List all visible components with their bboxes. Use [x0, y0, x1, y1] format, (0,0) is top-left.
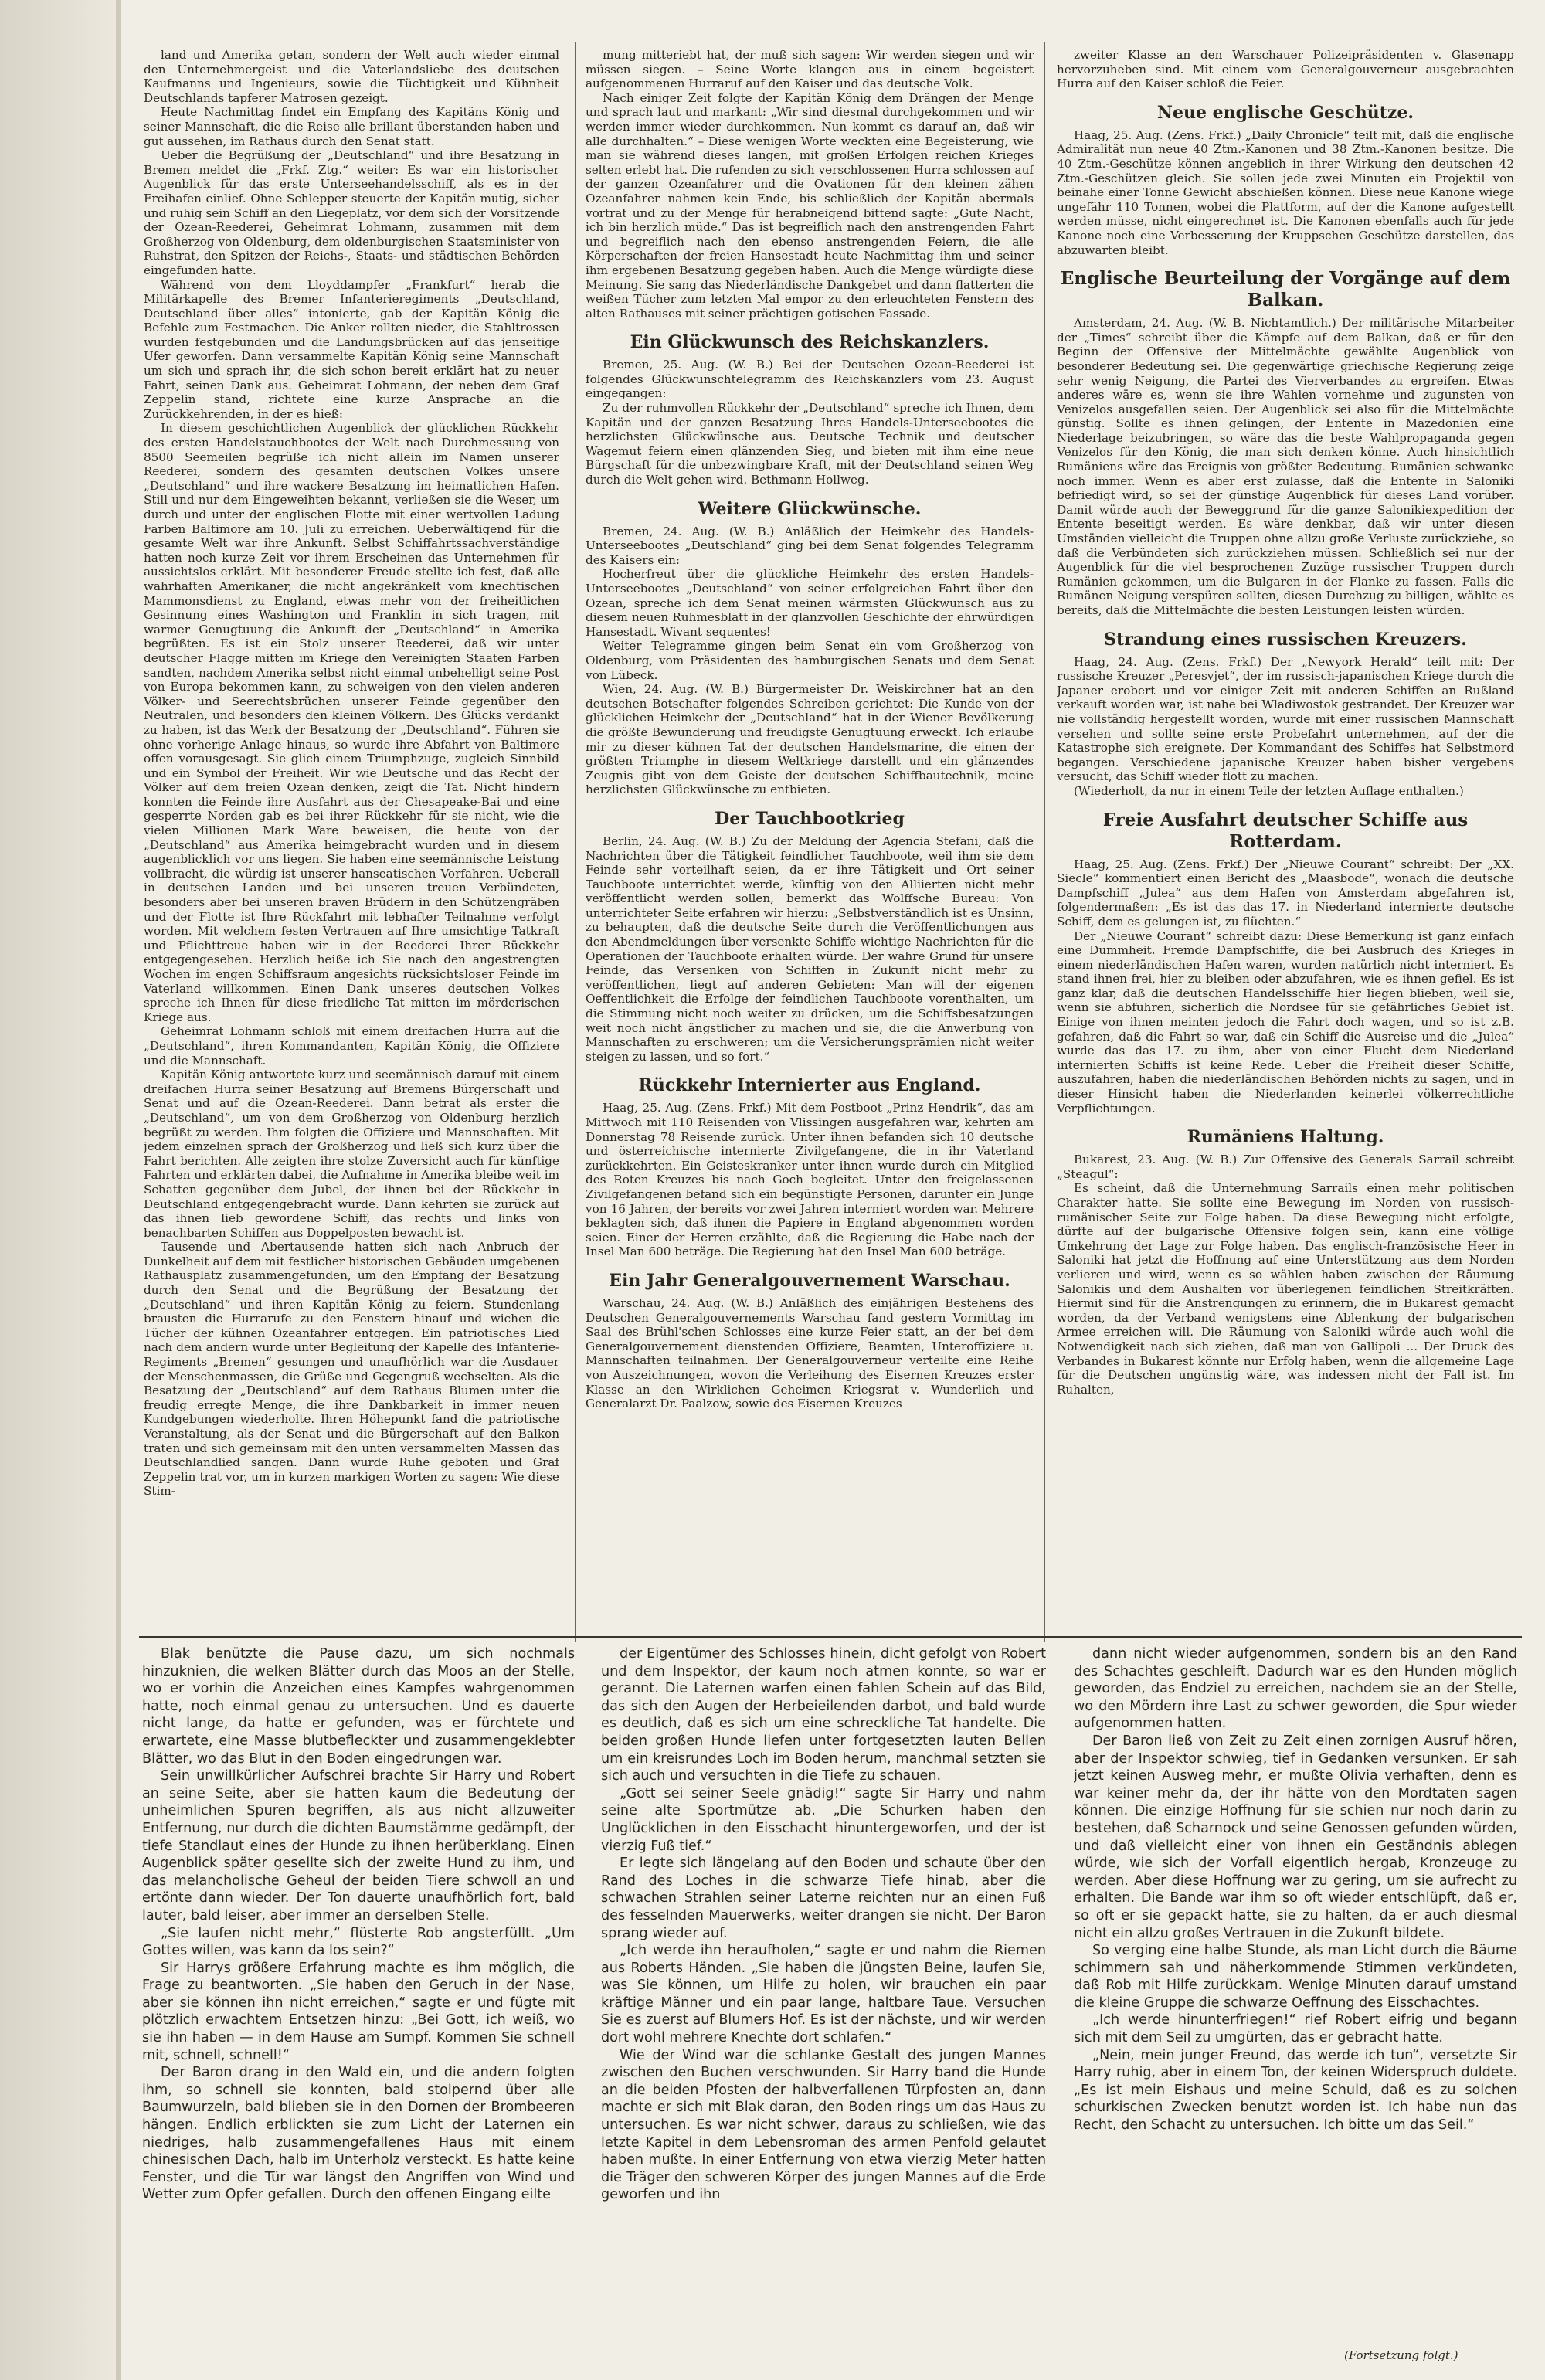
paragraph: land und Amerika getan, sondern der Welt auch wieder einmal den Unternehmergeist und die Vaterlandsliebe des deutschen Kaufmanns und Ingenieurs, sowie die Tüchtigkeit und Kühnheit Deutschlands tapferer Matrosen gezeigt.: [144, 48, 559, 105]
paragraph: der Eigentümer des Schlosses hinein, dicht gefolgt von Robert und dem Inspektor, der kaum noch atmen konnte, so war er gerannt. Die Laternen warfen einen fahlen Schein auf das Bild, das sich den Augen der Herbeieilenden darbot, und bald wurde es deutlich, daß es sich um eine schreckliche Tat handelte. Die beiden großen Hunde liefen unter fortgesetzten lauten Bellen um ein kreisrundes Loch im Boden herum, manchmal setzten sie sich auch und versuchten in die Tiefe zu schauen.: [601, 1646, 1046, 1784]
page-binding-edge: [0, 0, 116, 2380]
feuilleton-column-3: [1074, 1645, 1517, 2356]
article-heading: Neue englische Geschütze.: [1156, 102, 1414, 123]
paragraph: Berlin, 24. Aug. (W. B.) Zu der Meldung der Agencia Stefani, daß die Nachrichten über die Tätigkeit feindlicher Tauchboote, weil ihm sie dem Feinde sehr vorteilhaft seien, da er ihre Tätigkeit und Ort seiner Tauchboote unterrichtet werde, künftig von den Alliierten nicht mehr veröffentlicht werden sollen, bemerkt das Wolffsche Bureau: Von unterrichteter Seite erfahren wir hierzu: „Selbstverständlich ist es Unsinn, zu behaupten, daß die deutsche Seite durch die Veröffentlichungen aus den Abendmeldungen über versenkte Schiffe wichtige Nachrichten für die Operationen der Tauchboote erhalten würde. Der wahre Grund für unsere Feinde, das Versenken von Schiffen in Zukunft nicht mehr zu veröffentlichen, liegt auf anderen Gebieten: Man will der eigenen Oeffentlichkeit die Erfolge der feindlichen Tauchboote vorenthalten, um die Stimmung nicht noch weiter zu drücken, um die Schiffsbesatzungen weit noch nicht ängstlicher zu machen und sie, die die Anwerbung von Mannschaften zu erschweren; um die Versicherungsprämien nicht weiter steigen zu lassen, und so fort.“: [586, 834, 1034, 1064]
page-fold-shadow: [116, 0, 121, 2380]
paragraph: Geheimrat Lohmann schloß mit einem dreifachen Hurra auf die „Deutschland“, ihren Kommandanten, Kapitän König, die Offiziere und die Mannschaft.: [144, 1024, 559, 1068]
column-divider: [575, 42, 576, 1642]
article-heading: Rumäniens Haltung.: [1187, 1127, 1384, 1148]
news-column-1: [144, 48, 559, 1639]
paragraph: Bremen, 24. Aug. (W. B.) Anläßlich der Heimkehr des Handels-Unterseebootes „Deutschland“ ging bei dem Senat folgendes Telegramm des Kaisers ein:: [586, 524, 1034, 567]
article-heading: Freie Ausfahrt deutscher Schiffe aus Rotterdam.: [1102, 809, 1469, 852]
article-heading: Ein Glückwunsch des Reichskanzlers.: [630, 332, 990, 353]
paragraph: (Wiederholt, da nur in einem Teile der letzten Auflage enthalten.): [1074, 783, 1464, 798]
paragraph: Tausende und Abertausende hatten sich nach Anbruch der Dunkelheit auf dem mit festlicher historischen Gebäuden umgebenen Rathausplatz zusammengefunden, um den Empfang der Besatzung durch den Senat und die Begrüßung der Besatzung der „Deutschland“ und ihren Kapitän König zu feiern. Stundenlang brausten die Hurrarufe zu den Fenstern hinauf und wichen die Tücher der kühnen Ozeanfahrer entgegen. Ein patriotisches Lied nach dem andern wurde unter Begleitung der Kapelle des Infanterie-Regiments „Bremen“ gesungen und unaufhörlich war die Ausdauer der Menschenmassen, die Grüße und Gegengruß wechselten. Als die Besatzung der „Deutschland“ auf dem Rathaus Blumen unter die freudig erregte Menge, die ihre Dankbarkeit in immer neuen Kundgebungen wiederholte. Ihren Höhepunkt fand die patriotische Veranstaltung, als der Senat und die Bürgerschaft auf den Balkon traten und sich gemeinsam mit den unten versammelten Massen das Deutschlandlied sangen. Dann wurde Ruhe geboten und Graf Zeppelin trat vor, um in kurzen markigen Worten zu sagen: Wie diese Stim-: [144, 1240, 559, 1499]
article-heading: Englische Beurteilung der Vorgänge auf dem Balkan.: [1060, 268, 1511, 311]
paragraph: zweiter Klasse an den Warschauer Polizeipräsidenten v. Glasenapp hervorzuheben sind. Mit einem vom Generalgouverneur ausgebrachten Hurra auf den Kaiser schloß die Feier.: [1057, 48, 1514, 91]
paragraph: Haag, 25. Aug. (Zens. Frkf.) Der „Nieuwe Courant“ schreibt: Der „XX. Siecle“ kommentiert einen Bericht des „Maasbode“, wonach die deutsche Dampfschiff „Julea“ aus dem Hafen von Amsterdam abgefahren ist, folgendermaßen: „Es ist das das 17. in Niederland internierte deutsche Schiff, dem es gelungen ist, zu flüchten.“: [1057, 857, 1514, 929]
paragraph: Blak benützte die Pause dazu, um sich nochmals hinzuknien, die welken Blätter durch das Moos an der Stelle, wo er vorhin die Anzeichen eines Kampfes wahrgenommen hatte, noch einmal genau zu untersuchen. Und es dauerte nicht lange, da hatte er gefunden, was er fürchtete und erwartete, eine Masse blutbefleckter und zusammengeklebter Blätter, wo das Blut in den Boden eingedrungen war.: [142, 1646, 575, 1767]
paragraph: Sir Harrys größere Erfahrung machte es ihm möglich, die Frage zu beantworten. „Sie haben den Geruch in der Nase, aber sie können ihn nicht erreichen,“ sagte er und fügte mit plötzlich erwachtem Entsetzen hinzu: „Bei Gott, ich weiß, wo sie ihn haben — in dem Hause am Sumpf. Kommen Sie schnell mit, schnell, schnell!“: [142, 1960, 575, 2063]
paragraph: Der „Nieuwe Courant“ schreibt dazu: Diese Bemerkung ist ganz einfach eine Dummheit. Fremde Dampfschiffe, die bei Ausbruch des Krieges in einem niederländischen Hafen waren, wurden natürlich nicht interniert. Es stand ihnen frei, hier zu bleiben oder abzufahren, wie es ihnen gefiel. Es ist ganz klar, daß die deutschen Handelsschiffe hier liegen blieben, weil sie, wenn sie abfuhren, sicherlich die Nordsee für sie gefährliches Gebiet ist. Einige von ihnen meinten jedoch die Fahrt doch wagen, und so ist z.B. gefahren, daß die Fahrt so war, daß ein Schiff die Ausreise und die „Julea“ wurde das das 17. zu ihm, aber von einer Flucht dem Niederland internierten Schiffs ist keine Rede. Ueber die Freiheit dieser Schiffe, auszufahren, haben die niederländischen Behörden nichts zu sagen, und in dieser Hinsicht haben die Niederlanden keinerlei völkerrechtliche Verpflichtungen.: [1057, 929, 1514, 1115]
paragraph: Bukarest, 23. Aug. (W. B.) Zur Offensive des Generals Sarrail schreibt „Steagul“:: [1057, 1153, 1514, 1181]
continued-note: (Fortsetzung folgt.): [1344, 2348, 1458, 2362]
paragraph: In diesem geschichtlichen Augenblick der glücklichen Rückkehr des ersten Handelstauchbootes der Welt nach Durchmessung von 8500 Seemeilen begrüße ich nicht allein im Namen unserer Reederei, sondern des gesamten deutschen Volkes unsere „Deutschland“ und ihre wackere Besatzung im heimatlichen Hafen. Still und nur dem Eingeweihten bekannt, verließen sie die Weser, um durch und unter der englischen Flotte mit einer wertvollen Ladung Farben Baltimore am 10. Juli zu erreichen. Ueberwältigend für die gesamte Welt war ihre Ankunft. Selbst Schiffahrtssachverständige hatten noch kurze Zeit vor ihrem Erscheinen das Unternehmen für aussichtslos erklärt. Mit besonderer Freude stellte ich fest, daß alle wahrhaften Amerikaner, die nicht angekränkelt vom knechtischen Mammonsdienst zu England, etwas mehr von der freiheitlichen Gesinnung eines Washington und Franklin in sich tragen, mit warmer Genugtuung die Ankunft der „Deutschland“ in Amerika begrüßten. Es ist ein Stolz unserer Reederei, daß wir unter deutscher Flagge mitten im Kriege den Vereinigten Staaten Farben sandten, nachdem Amerika selbst nicht einmal unbehelligt seine Post von Europa bekommen kann, zu schweigen von den vielen anderen Völker- und Seerechtsbrüchen unserer Feinde gegenüber den Neutralen, und besonders den kleinen Völkern. Des Glücks verdankt zu haben, ist das Werk der Besatzung der „Deutschland“. Führen sie ohne vorherige Anlage hinaus, so wurde ihre Abfahrt von Baltimore offen vorausgesagt. Sie glich einem Triumphzuge, zugleich Sinnbild und ein Symbol der Freiheit. Wir wie Deutsche und das Recht der Völker auf dem freien Ozean denken, zeigt die Tat. Nicht hindern konnten die Feinde ihre Ausfahrt aus der Chesapeake-Bai und eine gesperrte Norden gab es bei ihrer Rückkehr für sie nicht, wie die vielen Millionen Mark Ware beweisen, die heute von der „Deutschland“ aus Amerika heimgebracht wurden und in diesem augenblicklich vor uns liegen. Sie haben eine seemännische Leistung vollbracht, die würdig ist unserer hanseatischen Vorfahren. Ueberall in deutschen Landen und bei unseren treuen Verbündeten, besonders aber bei unseren braven Brüdern in den Schützengräben und der Flotte ist Ihre Rückfahrt mit lebhafter Teilnahme verfolgt worden. Mit welchem festen Vertrauen auf Ihre umsichtige Tatkraft und Pflichttreue haben wir in der Reederei Ihrer Rückkehr entgegengesehen. Herzlich heiße ich Sie nach den angestrengten Wochen im engen Schiffsraum angesichts rücksichtsloser Feinde im Vaterland willkommen. Einen Dank unseres deutschen Volkes spreche ich Ihnen für diese friedliche Tat mitten im mörderischen Kriege aus.: [144, 421, 559, 1024]
paragraph: Der Baron drang in den Wald ein, und die andern folgten ihm, so schnell sie konnten, bald stolpernd über alle Baumwurzeln, bald blieben sie in den Dornen der Brombeeren hängen. Endlich erblickten sie zum Licht der Laternen ein niedriges, halb zusammengefallenes Haus mit einem chinesischen Dach, halb im Unterholz versteckt. Es hatte keine Fenster, und die Tür war längst den Angriffen von Wind und Wetter zum Opfer gefallen. Durch den offenen Eingang eilte: [142, 2065, 575, 2203]
paragraph: „Ich werde hinunterfriegen!“ rief Robert eifrig und begann sich mit dem Seil zu umgürten, das er gebracht hatte.: [1074, 2012, 1517, 2046]
paragraph: Es scheint, daß die Unternehmung Sarrails einen mehr politischen Charakter hatte. Sie sollte eine Bewegung im Norden von russisch-rumänischer Seite zur Folge haben. Da diese Bewegung nicht erfolgte, dürfte auf der bulgarische Offensive folgen sein, kann eine völlige Umkehrung der Lage zur Folge haben. Das englisch-französische Heer in Saloniki hat jetzt die Hoffnung auf eine Unterstützung aus dem Norden verlieren und wird, wenn es so wählen haben zwischen der Räumung Salonikis und dem Aushalten vor überlegenen feindlichen Streitkräften. Hiermit sind für die Anstrengungen zu erinnern, die in Bukarest gemacht worden, da der Verband wenigstens eine Ablenkung der bulgarischen Armee erreichen will. Die Räumung von Saloniki würde auch wohl die Notwendigkeit nach sich ziehen, daß man von Gallipoli ... Der Druck des Verbandes in Bukarest könnte nur Erfolg haben, wenn die allgemeine Lage für die Deutschen ungünstig wäre, was indessen nicht der Fall ist. Im Ruhalten,: [1057, 1181, 1514, 1397]
paragraph: Bremen, 25. Aug. (W. B.) Bei der Deutschen Ozean-Reederei ist folgendes Glückwunschtelegramm des Reichskanzlers vom 23. August eingegangen:: [586, 358, 1034, 401]
paragraph: Wie der Wind war die schlanke Gestalt des jungen Mannes zwischen den Buchen verschwunden. Sir Harry band die Hunde an die beiden Pfosten der halbverfallenen Türpfosten an, dann machte er sich mit Blak daran, den Boden rings um das Haus zu untersuchen. Es war nicht schwer, daraus zu schließen, wie das letzte Kapitel in dem Lebensroman des armen Penfold gelautet haben mußte. In einer Entfernung von etwa vierzig Meter hatten die Träger den schweren Körper des jungen Mannes auf die Erde geworfen und ihn: [601, 2047, 1046, 2203]
paragraph: „Ich werde ihn heraufholen,“ sagte er und nahm die Riemen aus Roberts Händen. „Sie haben die jüngsten Beine, laufen Sie, was Sie können, um Hilfe zu holen, wir brauchen ein paar kräftige Männer und ein paar lange, haltbare Taue. Versuchen Sie es zuerst auf Blumers Hof. Es ist der nächste, und wir werden dort wohl mehrere Knechte dort schlafen.“: [601, 1943, 1046, 2046]
news-column-3: [1057, 48, 1514, 1655]
feuilleton-column-2: [601, 1645, 1046, 2356]
feuilleton-column-1: [142, 1645, 575, 2356]
paragraph: Weiter Telegramme gingen beim Senat ein vom Großherzog von Oldenburg, vom Präsidenten des hamburgischen Senats und dem Senat von Lübeck.: [586, 639, 1034, 682]
paragraph: Zu der ruhmvollen Rückkehr der „Deutschland“ spreche ich Ihnen, dem Kapitän und der ganzen Besatzung Ihres Handels-Unterseebootes die herzlichsten Glückwünsche aus. Deutsche Technik und deutscher Wagemut feiern einen glänzenden Sieg, und bieten mit ihm eine neue Bürgschaft für die unbezwingbare Kraft, mit der Deutschland seinen Weg durch die Welt gehen wird. Bethmann Hollweg.: [586, 401, 1034, 487]
article-heading: Weitere Glückwünsche.: [698, 498, 922, 519]
paragraph: Ueber die Begrüßung der „Deutschland“ und ihre Besatzung in Bremen meldet die „Frkf. Ztg.“ weiter: Es war ein historischer Augenblick für das erste Unterseehandelsschiff, als es in der Freihafen einlief. Ohne Schlepper steuerte der Kapitän mutig, sicher und ruhig sein Schiff an den Liegeplatz, vor dem sich der Vorsitzende der Ozean-Reederei, Geheimrat Lohmann, zusammen mit dem Großherzog von Oldenburg, dem oldenburgischen Staatsminister von Ruhstrat, den Spitzen der Reichs-, Staats- und städtischen Behörden eingefunden hatte.: [144, 148, 559, 277]
paragraph: „Nein, mein junger Freund, das werde ich tun“, versetzte Sir Harry ruhig, aber in einem Ton, der keinen Widerspruch duldete. „Es ist mein Eishaus und meine Schuld, daß es zu solchen schurkischen Zwecken benutzt worden ist. Ich habe nun das Recht, den Schacht zu untersuchen. Ich bitte um das Seil.“: [1074, 2047, 1517, 2134]
paragraph: Haag, 24. Aug. (Zens. Frkf.) Der „Newyork Herald“ teilt mit: Der russische Kreuzer „Peresvjet“, der im russisch-japanischen Kriege durch die Japaner erobert und vor einiger Zeit mit anderen Schiffen an Rußland verkauft worden war, ist nahe bei Wladiwostok gestrandet. Der Kreuzer war nie vollständig hergestellt worden, wurde mit einer russischen Mannschaft versehen und sollte seine erste Probefahrt unternehmen, auf der die Katastrophe sich ereignete. Der Kommandant des Schiffes hat Selbstmord begangen. Verschiedene japanische Kreuzer haben bisher vergebens versucht, das Schiff wieder flott zu machen.: [1057, 654, 1514, 784]
paragraph: Kapitän König antwortete kurz und seemännisch darauf mit einem dreifachen Hurra seiner Besatzung auf Bremens Bürgerschaft und Senat und auf die Ozean-Reederei. Dann betrat als erster die „Deutschland“, um von dem Großherzog von Oldenburg herzlich begrüßt zu werden. Ihm folgten die Offiziere und Mannschaften. Mit jedem einzelnen sprach der Großherzog und ließ sich kurz über die Fahrt berichten. Alle zeigten ihre stolze Zuversicht auch für künftige Fahrten und erklärten dabei, die Aufnahme in Amerika bleibe weit im Schatten gegenüber dem Jubel, der ihnen bei der Rückkehr in Deutschland entgegengebracht wurde. Dann kehrten sie zurück auf das ihnen lieb gewordene Schiff, das rechts und links von benachbarten Schiffen aus Doppelposten bewacht ist.: [144, 1068, 559, 1240]
news-column-2: [586, 48, 1034, 1655]
paragraph: Er legte sich längelang auf den Boden und schaute über den Rand des Loches in die schwarze Tiefe hinab, aber die schwachen Strahlen seiner Laterne reichten nur an einen Fuß des fesselnden Mauerwerks, weiter drangen sie nicht. Der Baron sprang wieder auf.: [601, 1855, 1046, 1941]
paragraph: Der Baron ließ von Zeit zu Zeit einen zornigen Ausruf hören, aber der Inspektor schwieg, tief in Gedanken versunken. Er sah jetzt keinen Ausweg mehr, er mußte Olivia verhaften, denn es war keiner mehr da, der ihr hätte von den Mordtaten sagen können. Die einzige Hoffnung für sie schien nur noch darin zu bestehen, daß Scharnock und seine Genossen gefunden würden, und daß vielleicht einer von ihnen ein Geständnis ablegen würde, wie sich der Vorfall eigentlich hergab, Kronzeuge zu werden. Aber diese Hoffnung war zu gering, um sie aufrecht zu erhalten. Die Bande war ihm so oft wieder entschlüpft, daß er, so oft er sie gepackt hatte, sie zu halten, da er auch diesmal nicht ein allzu großes Vertrauen in die Zukunft bildete.: [1074, 1733, 1517, 1941]
paragraph: Nach einiger Zeit folgte der Kapitän König dem Drängen der Menge und sprach laut und markant: „Wir sind diesmal durchgekommen und wir werden immer wieder durchkommen. Nun kommt es darauf an, daß wir alle durchhalten.“ – Diese wenigen Worte weckten eine Begeisterung, wie man sie während dieses langen, mit großen Erfolgen reichen Krieges selten erlebt hat. Die rufenden zu sich verschlossenen Hurra schlossen auf der ganzen Ozeanfahrer und die Ovationen für den kleinen zähen Ozeanfahrer nahmen kein Ende, bis schließlich der Kapitän abermals vortrat und zu der Menge für herabneigend bittend sagte: „Gute Nacht, ich bin herzlich müde.“ Das ist begreiflich nach den anstrengenden Fahrt und begreiflich nach den ebenso anstrengenden Feiern, die alle Körperschaften der freien Hansestadt heute Nachmittag ihm und seiner ihm ergebenen Besatzung gegeben haben. Auch die Menge würdigte diese Meinung. Sie sang das Niederländische Dankgebet und dann flatterten die weißen Tücher zum letzten Mal empor zu den erleuchteten Fenstern des alten Rathauses mit seiner prächtigen gotischen Fassade.: [586, 90, 1034, 321]
paragraph: „Gott sei seiner Seele gnädig!“ sagte Sir Harry und nahm seine alte Sportmütze ab. „Die Schurken haben den Unglücklichen in den Eisschacht hinuntergeworfen, und der ist vierzig Fuß tief.“: [601, 1785, 1046, 1854]
paragraph: dann nicht wieder aufgenommen, sondern bis an den Rand des Schachtes geschleift. Dadurch war es den Hunden möglich geworden, das Endziel zu erreichen, nachdem sie an der Stelle, wo den Mördern ihre Last zu schwer geworden, die Spur wieder aufgenommen hatten.: [1074, 1646, 1517, 1732]
paragraph: So verging eine halbe Stunde, als man Licht durch die Bäume schimmern sah und näherkommende Stimmen verkündeten, daß Rob mit Hilfe zurückkam. Wenige Minuten darauf umstand die kleine Gruppe die schwarze Oeffnung des Eisschachtes.: [1074, 1943, 1517, 2011]
column-divider: [1044, 42, 1045, 1642]
paragraph: Während von dem Lloyddampfer „Frankfurt“ herab die Militärkapelle des Bremer Infanterieregiments „Deutschland, Deutschland über alles“ intonierte, gab der Kapitän König die Befehle zum Festmachen. Die Anker rollten nieder, die Stahltrossen wurden festgebunden und die Landungsbrücken auf das jenseitige Ufer geworfen. Dann versammelte Kapitän König seine Mannschaft um sich und sprach ihr, die sich schon bereit erklärt hat zu neuer Fahrt, seinen Dank aus. Geheimrat Lohmann, der neben dem Graf Zeppelin stand, richtete eine kurze Ansprache an die Zurückkehrenden, in der es hieß:: [144, 277, 559, 421]
article-heading: Ein Jahr Generalgouvernement Warschau.: [609, 1270, 1010, 1291]
paragraph: Warschau, 24. Aug. (W. B.) Anläßlich des einjährigen Bestehens des Deutschen Generalgouvernements Warschau fand gestern Vormittag im Saal des Brühl'schen Schlosses eine kurze Feier statt, an der bei dem Generalgouvernement dienstenden Offiziere, Beamten, Unteroffiziere u. Mannschaften teilnahmen. Der Generalgouverneur verteilte eine Reihe von Auszeichnungen, wovon die Verleihung des Eisernen Kreuzes erster Klasse an den Wirklichen Geheimen Kriegsrat v. Wunderlich und Generalarzt Dr. Paalzow, sowie des Eisernen Kreuzes: [586, 1295, 1034, 1411]
article-heading: Rückkehr Internierter aus England.: [638, 1075, 981, 1096]
article-heading: Strandung eines russischen Kreuzers.: [1104, 629, 1467, 650]
paragraph: Hocherfreut über die glückliche Heimkehr des ersten Handels-Unterseebootes „Deutschland“ von seiner erfolgreichen Fahrt über den Ozean, spreche ich dem Senat meinen wärmsten Glückwunsch aus zu diesem neuen Ruhmesblatt in der glanzvollen Geschichte der ehrwürdigen Hansestadt. Wivant sequentes!: [586, 567, 1034, 639]
article-heading: Der Tauchbootkrieg: [715, 808, 905, 829]
paragraph: Amsterdam, 24. Aug. (W. B. Nichtamtlich.) Der militärische Mitarbeiter der „Times“ schreibt über die Kämpfe auf dem Balkan, daß er für den Beginn der Offensive der Mittelmächte gewählte Augenblick von besonderer Bedeutung sei. Die gegenwärtige griechische Regierung zeige sehr wenig Neigung, die Partei des Vierverbandes zu ergreifen. Etwas anderes wäre es, wenn sie ihre Wahlen vornehme und zugunsten von Venizelos ausgefallen seien. Der Augenblick sei also für die Mittelmächte günstig. Sollte es ihnen gelingen, der Entente in Mazedonien eine Niederlage beizubringen, so wäre das die beste Wahlpropaganda gegen Venizelos für den König, die man sich denken könne. Auch hinsichtlich Rumäniens wäre das Ereignis von größter Bedeutung. Rumänien schwanke noch immer. Wenn es aber erst zulasse, daß die Entente in Saloniki befriedigt wird, so sei der günstige Augenblick für dieses Land vorüber. Damit würde auch der Beweggrund für die ganze Salonikiexpedition der Entente beseitigt werden. Es wäre denkbar, daß wir unter diesen Umständen vielleicht die Truppen ohne allzu große Verluste zurückziehe, so daß die Verbündeten sich zurückziehen müssen. Schließlich sei nur der Augenblick für die viel besprochenen Zuzüge russischer Truppen durch Rumänien gekommen, um die Bulgaren in der Flanke zu fassen. Falls die Rumänen Neigung verspüren sollten, diesen Durchzug zu billigen, wählte es bereits, daß die Mittelmächte die besten Leistungen leisten würden.: [1057, 316, 1514, 617]
paragraph: Wien, 24. Aug. (W. B.) Bürgermeister Dr. Weiskirchner hat an den deutschen Botschafter folgendes Schreiben gerichtet: Die Kunde von der glücklichen Heimkehr der „Deutschland“ hat in der Wiener Bevölkerung die größte Bewunderung und freudigste Genugtuung erweckt. Ich erlaube mir zu dieser kühnen Tat der deutschen Handelsmarine, die einen der größten Triumphe in diesem Weltkriege darstellt und ein glänzendes Zeugnis gibt von dem Geiste der deutschen Schiffbautechnik, meine herzlichsten Glückwünsche zu entbieten.: [586, 682, 1034, 797]
paragraph: „Sie laufen nicht mehr,“ flüsterte Rob angsterfüllt. „Um Gottes willen, was kann da los sein?“: [142, 1925, 575, 1959]
paragraph: Sein unwillkürlicher Aufschrei brachte Sir Harry und Robert an seine Seite, aber sie hatten kaum die Bedeutung der unheimlichen Spuren begriffen, als aus nicht allzuweiter Entfernung, nur durch die dichten Baumstämme gedämpft, der tiefe Standlaut eines der Hunde zu ihnen herüberklang. Einen Augenblick später gesellte sich der zweite Hund zu ihm, und das melancholische Geheul der beiden Tiere schwoll an und ertönte dann wieder. Der Ton dauerte unaufhörlich fort, bald lauter, bald leiser, aber immer an derselben Stelle.: [142, 1768, 575, 1923]
paragraph: Heute Nachmittag findet ein Empfang des Kapitäns König und seiner Mannschaft, die die Reise alle brillant überstanden haben und gut aussehen, im Rathaus durch den Senat statt.: [144, 105, 559, 148]
paragraph: Haag, 25. Aug. (Zens. Frkf.) Mit dem Postboot „Prinz Hendrik“, das am Mittwoch mit 110 Reisenden von Vlissingen ausgefahren war, kehrten am Donnerstag 78 Reisende zurück. Unter ihnen befanden sich 10 deutsche und österreichische internierte Zivilgefangene, die in ihr Vaterland zurückkehrten. Ein Geisteskranker unter ihnen wurde durch ein Mitglied des Roten Kreuzes bis nach Goch begleitet. Unter den freigelassenen Zivilgefangenen befand sich ein begünstigte Personen, darunter ein Junge von 16 Jahren, der bereits vor zwei Jahren interniert worden war. Mehrere beklagten sich, daß ihnen die Papiere in England abgenommen worden seien. Einer der Herren erzählte, daß die Regierung die Habe nach der Insel Man 600 beträge. Die Regierung hat den Insel Man 600 beträge.: [586, 1101, 1034, 1259]
paragraph: mung mitteriebt hat, der muß sich sagen: Wir werden siegen und wir müssen siegen. – Seine Worte klangen aus in einem begeistert aufgenommenen Hurraruf auf den Kaiser und das deutsche Volk.: [586, 48, 1034, 91]
paragraph: Haag, 25. Aug. (Zens. Frkf.) „Daily Chronicle“ teilt mit, daß die englische Admiralität nun neue 40 Ztm.-Kanonen und 38 Ztm.-Kanonen besitze. Die 40 Ztm.-Geschütze können angeblich in ihrer Wirkung den deutschen 42 Ztm.-Geschützen gleich. Sie sollen jede zwei Minuten ein Projektil von beinahe einer Tonne Gewicht abschießen können. Diese neue Kanone wiege ungefähr 110 Tonnen, wobei die Plattform, auf der die Kanone aufgestellt werden müsse, nicht eingerechnet ist. Die Kanonen ebenfalls auch für jede Kanone noch eine Verbesserung der Kruppschen Geschütze darstellen, das abzuwarten bleibt.: [1057, 127, 1514, 257]
